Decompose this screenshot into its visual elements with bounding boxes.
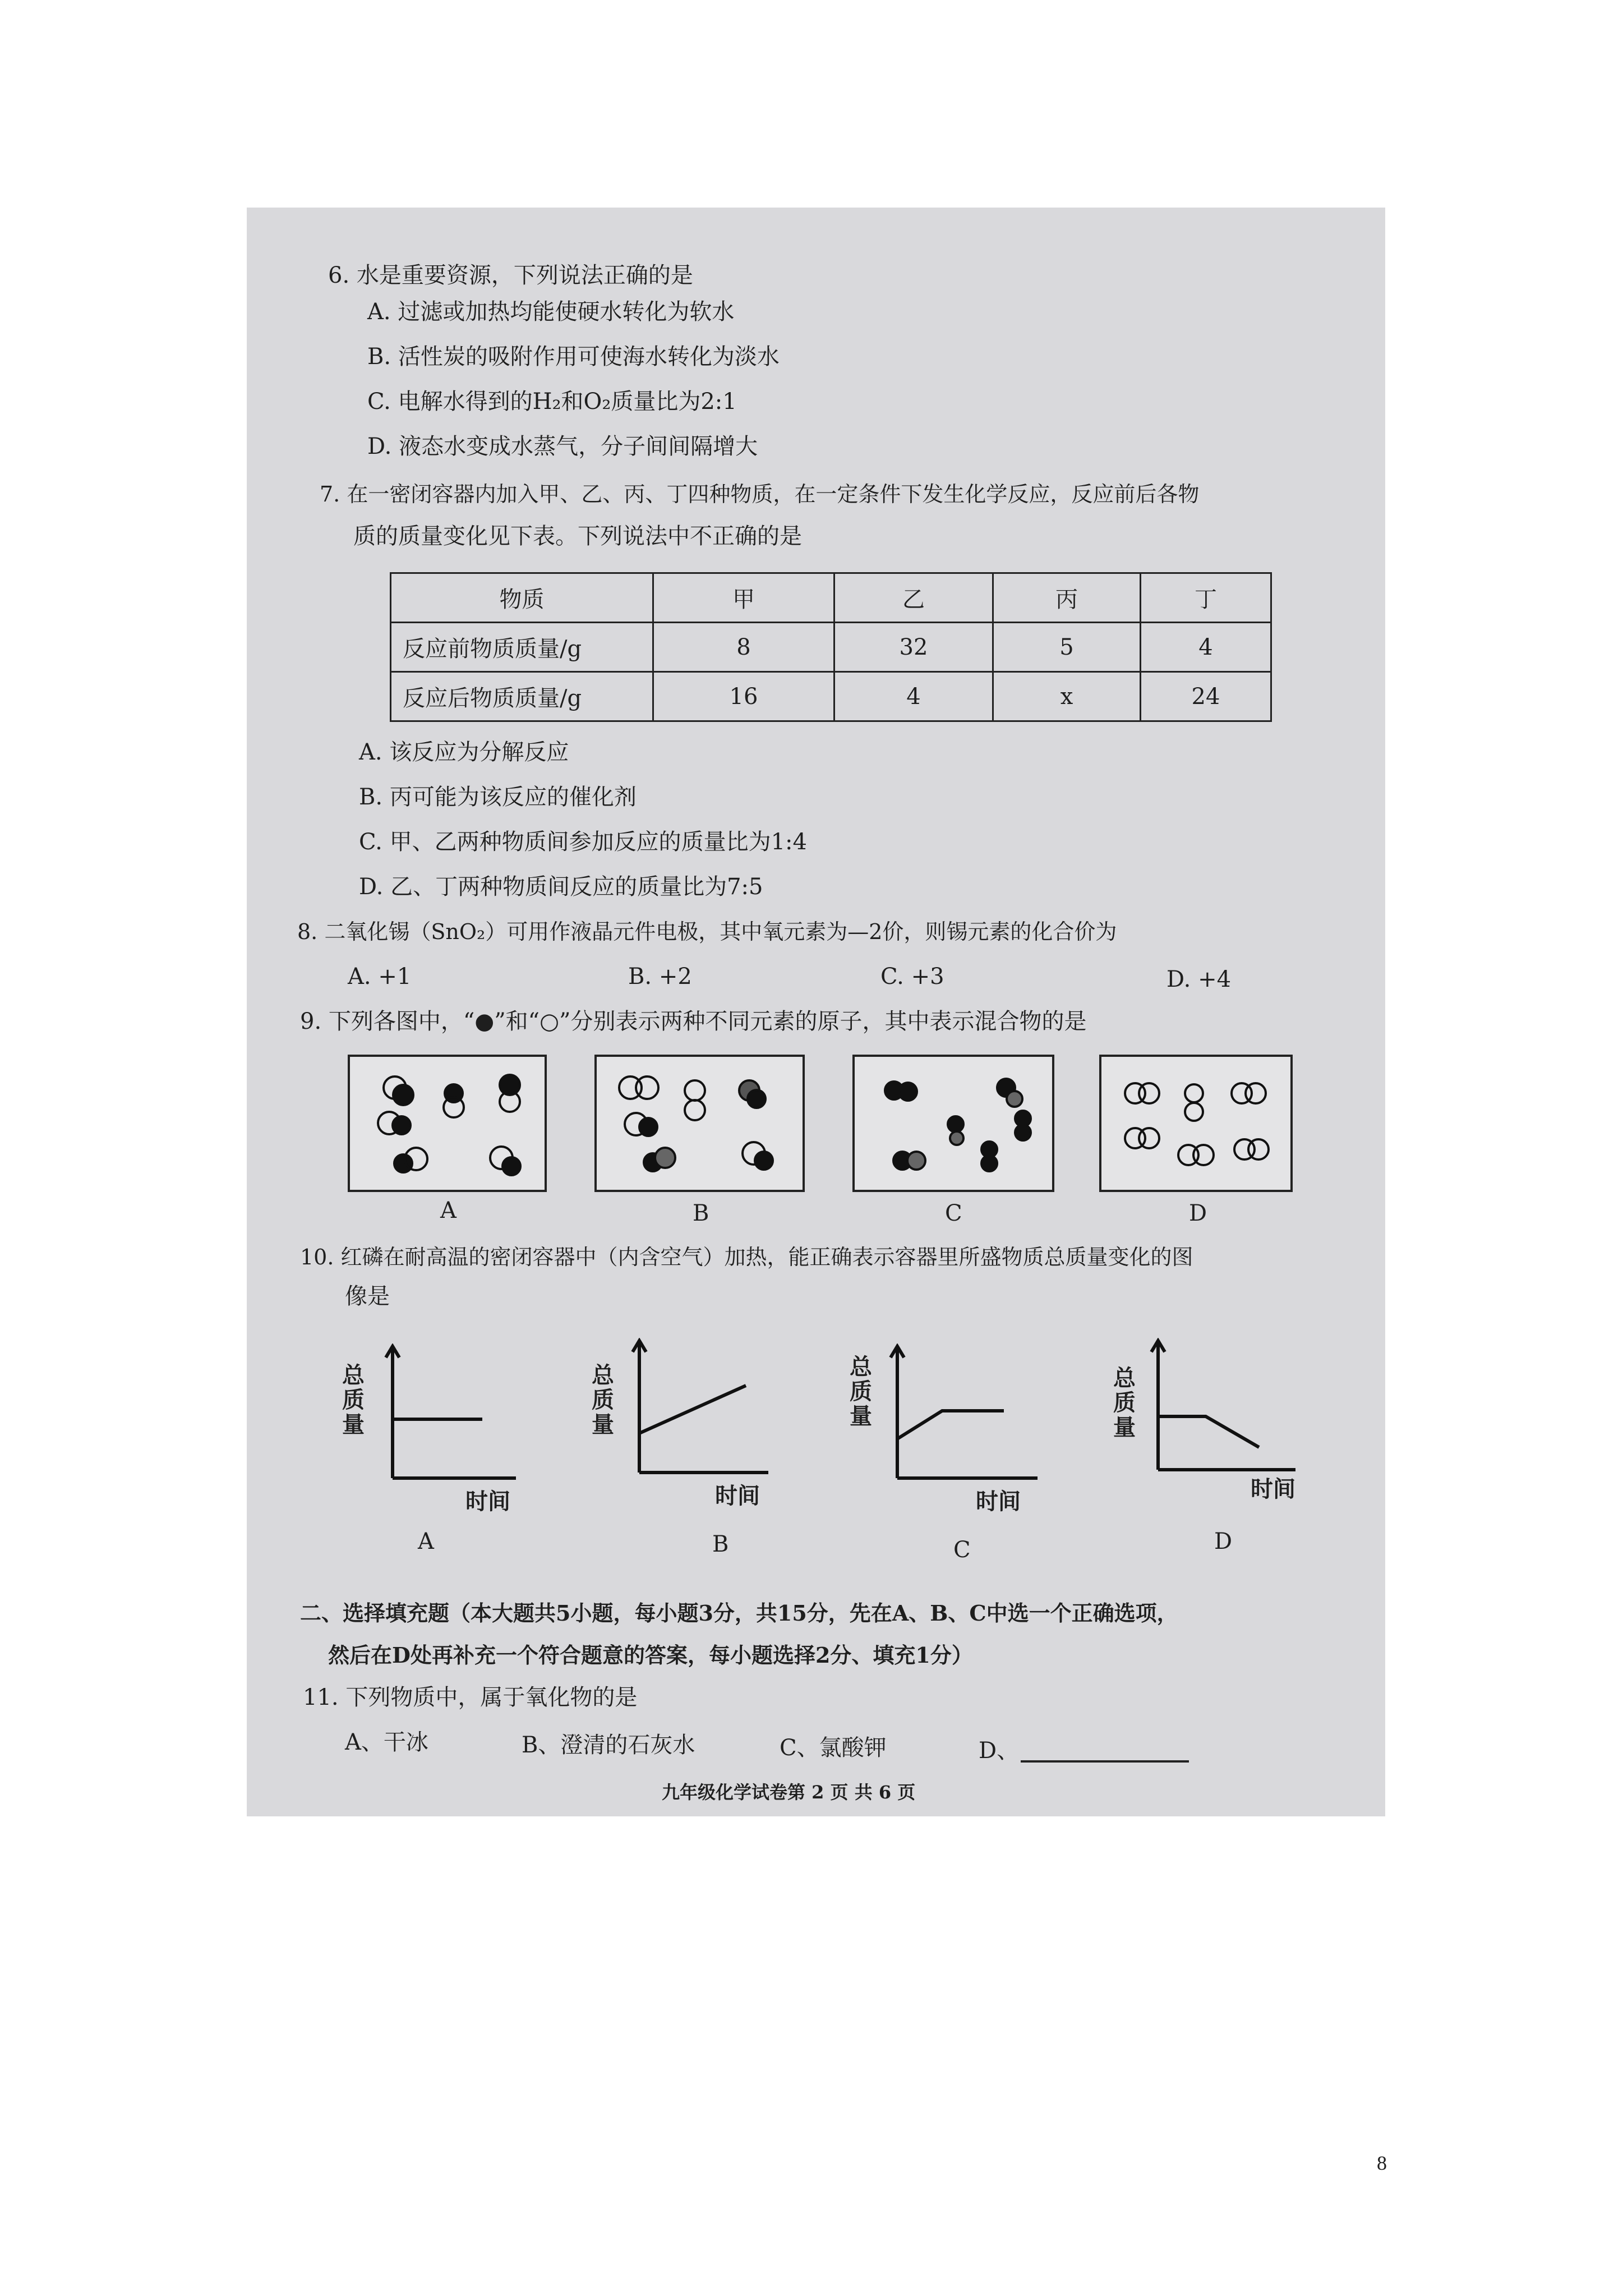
page-number: 8 (1377, 2152, 1387, 2174)
table-cell: 5 (993, 623, 1141, 672)
q10-stem-line1: 10. 红磷在耐高温的密闭容器中（内含空气）加热，能正确表示容器里所盛物质总质量变化的图 (300, 1245, 1193, 1269)
q9-label-b: B (693, 1200, 709, 1226)
table-cell: 反应后物质质量/g (391, 672, 653, 721)
q7-stem-line1: 7. 在一密闭容器内加入甲、乙、丙、丁四种物质，在一定条件下发生化学反应，反应前后各物 (320, 482, 1200, 507)
table-header-cell: 物质 (391, 573, 653, 623)
table-cell: 32 (834, 623, 993, 672)
q8-option-c: C. +3 (880, 964, 944, 990)
table-header-cell: 乙 (834, 573, 993, 623)
table-cell: 4 (834, 672, 993, 721)
q8-option-d: D. +4 (1166, 967, 1232, 992)
q6-option-c: C. 电解水得到的H₂和O₂质量比为2:1 (367, 389, 737, 415)
section2-heading-line2: 然后在D处再补充一个符合题意的答案，每小题选择2分、填充1分） (328, 1642, 973, 1668)
table-header-cell: 丙 (993, 573, 1141, 623)
graph-c-axes (852, 1343, 1043, 1489)
q10-graph-d (1113, 1338, 1307, 1554)
q7-mass-table (390, 572, 1272, 722)
graph-b-y-label: 总质量 (592, 1362, 614, 1438)
q8-stem: 8. 二氧化锡（SnO₂）可用作液晶元件电极，其中氧元素为—2价，则锡元素的化合价为 (297, 919, 1117, 944)
q9-label-c: C (945, 1200, 962, 1226)
q9-diagram-d (1099, 1055, 1293, 1192)
table-cell: 反应前物质质量/g (391, 623, 653, 672)
q6-option-a: A. 过滤或加热均能使硬水转化为软水 (367, 299, 735, 325)
graph-c-y-label: 总质量 (850, 1354, 872, 1429)
table-cell: 8 (653, 623, 834, 672)
q10-stem-line2: 像是 (345, 1283, 390, 1309)
q11-option-b: B、澄清的石灰水 (522, 1732, 695, 1758)
graph-b-axes (594, 1338, 780, 1484)
q10-graph-b (592, 1338, 780, 1557)
q11-option-d: D、 (979, 1738, 1020, 1764)
graph-d-axes (1116, 1338, 1307, 1484)
table-row (391, 623, 1271, 672)
q7-option-c: C. 甲、乙两种物质间参加反应的质量比为1:4 (359, 829, 807, 855)
q7-stem-line2: 质的质量变化见下表。下列说法中不正确的是 (353, 523, 802, 549)
q11-option-c: C、氯酸钾 (780, 1735, 887, 1761)
scanned-exam-photo (247, 208, 1385, 1816)
q8-option-b: B. +2 (628, 964, 692, 990)
graph-d-x-label: 时间 (1251, 1476, 1295, 1502)
q6-option-b: B. 活性炭的吸附作用可使海水转化为淡水 (367, 344, 780, 370)
graph-c-x-label: 时间 (976, 1488, 1021, 1515)
q11-option-a: A、干冰 (345, 1729, 428, 1755)
q8-option-a: A. +1 (348, 964, 412, 990)
table-header-cell: 甲 (653, 573, 834, 623)
graph-b-x-label: 时间 (715, 1483, 760, 1509)
q6-option-d: D. 液态水变成水蒸气，分子间间隔增大 (367, 434, 758, 459)
q11-answer-blank[interactable] (1021, 1760, 1189, 1763)
q10-graph-a (342, 1343, 527, 1554)
particle-diagram-c (855, 1057, 1052, 1190)
graph-a-y-label: 总质量 (342, 1362, 365, 1438)
graph-b-label: B (712, 1531, 729, 1557)
graph-c-label: C (953, 1537, 971, 1563)
q7-option-b: B. 丙可能为该反应的催化剂 (359, 784, 637, 810)
exam-footer: 九年级化学试卷第 2 页 共 6 页 (662, 1782, 916, 1803)
graph-d-y-label: 总质量 (1113, 1365, 1136, 1441)
section2-heading-line1: 二、选择填充题（本大题共5小题，每小题3分，共15分，先在A、B、C中选一个正确选项， (300, 1600, 1178, 1626)
q9-diagram-b (594, 1055, 805, 1192)
table-row (391, 672, 1271, 721)
table-cell: 24 (1141, 672, 1271, 721)
table-cell: 16 (653, 672, 834, 721)
q9-diagram-c (852, 1055, 1054, 1192)
q9-label-d: D (1189, 1200, 1207, 1226)
q9-stem: 9. 下列各图中，“●”和“○”分别表示两种不同元素的原子，其中表示混合物的是 (300, 1009, 1087, 1034)
q6-stem: 6. 水是重要资源，下列说法正确的是 (328, 263, 693, 288)
table-cell: 4 (1141, 623, 1271, 672)
table-header-cell: 丁 (1141, 573, 1271, 623)
particle-diagram-b (597, 1057, 803, 1190)
graph-d-label: D (1214, 1529, 1233, 1554)
q7-option-a: A. 该反应为分解反应 (359, 739, 569, 765)
q9-diagram-a (348, 1055, 547, 1192)
particle-diagram-a (350, 1057, 545, 1190)
table-header-row (391, 573, 1271, 623)
particle-diagram-d (1101, 1057, 1290, 1190)
q11-stem: 11. 下列物质中，属于氧化物的是 (303, 1685, 638, 1710)
q9-label-a: A (440, 1198, 457, 1223)
graph-a-x-label: 时间 (465, 1488, 510, 1515)
q7-option-d: D. 乙、丁两种物质间反应的质量比为7:5 (359, 874, 763, 900)
q10-graph-c (850, 1343, 1043, 1563)
graph-a-label: A (418, 1529, 434, 1554)
table-cell: x (993, 672, 1141, 721)
